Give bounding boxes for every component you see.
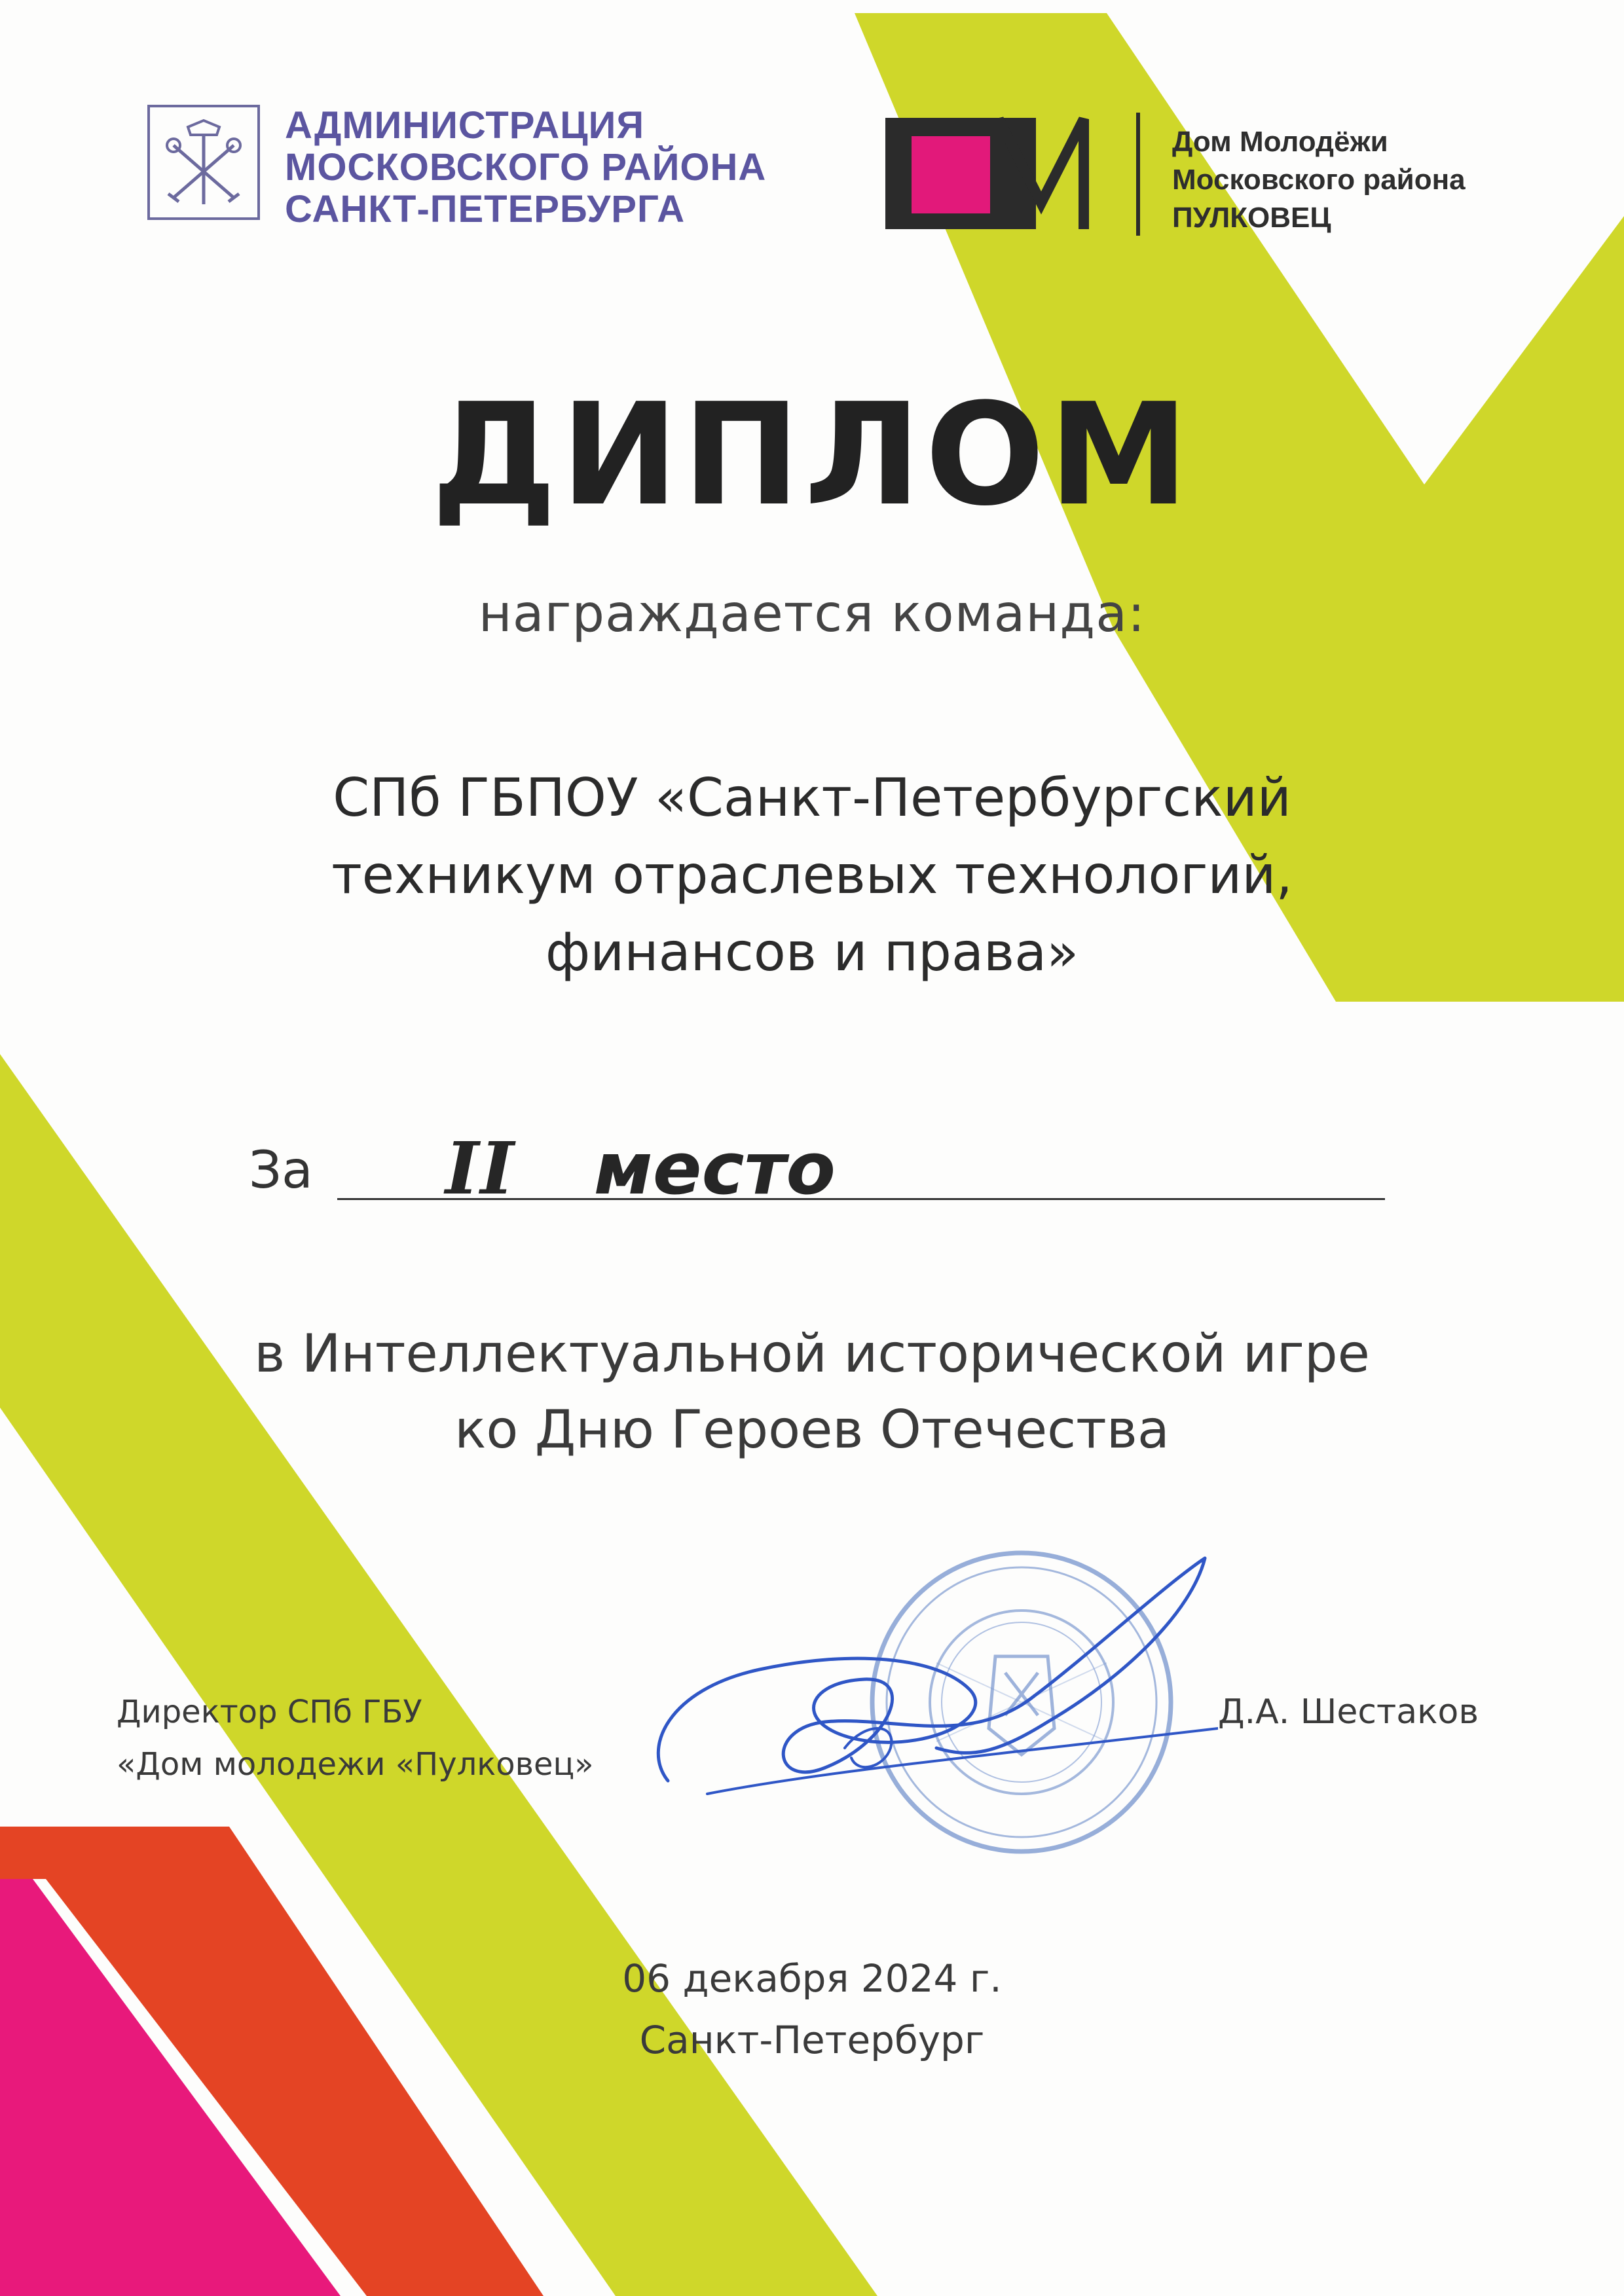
awarded-subtitle: награждается команда: xyxy=(478,585,1146,644)
dm-name-line: Московского района xyxy=(1172,164,1466,196)
signature-icon xyxy=(658,1558,1218,1794)
signer-name: Д.А. Шестаков xyxy=(1218,1692,1479,1732)
admin-name xyxy=(285,105,940,230)
coat-of-arms-icon xyxy=(147,105,260,220)
round-seal-icon xyxy=(872,1553,1171,1851)
signer-position-line: «Дом молодежи «Пулковец» xyxy=(117,1746,594,1783)
team-name xyxy=(0,759,1624,991)
admin-name-line: САНКТ-ПЕТЕРБУРГА xyxy=(285,188,686,230)
event-line: в Интеллектуальной исторической игре xyxy=(254,1323,1370,1384)
issue-place: Санкт-Петербург xyxy=(639,2018,985,2062)
award-place-word: место xyxy=(593,1127,836,1211)
admin-name-line: МОСКОВСКОГО РАЙОНА xyxy=(285,146,767,189)
team-name-line: техникум отраслевых технологий, xyxy=(331,845,1293,905)
event-description xyxy=(0,1316,1624,1468)
signer-position xyxy=(117,1686,706,1791)
diploma-title: ДИПЛОМ xyxy=(431,373,1193,537)
team-name-line: финансов и права» xyxy=(545,922,1079,983)
official-stamp xyxy=(629,1532,1218,1872)
team-name-line: СПб ГБПОУ «Санкт-Петербургский xyxy=(333,767,1291,828)
dm-name xyxy=(1172,123,1539,237)
issue-date-place xyxy=(0,1948,1624,2071)
award-place-number: II xyxy=(445,1126,515,1211)
dm-monogram-icon xyxy=(884,105,1159,242)
dm-name-line: ПУЛКОВЕЦ xyxy=(1172,202,1331,234)
award-line-row xyxy=(249,1126,1401,1218)
dm-name-line: Дом Молодёжи xyxy=(1172,126,1388,158)
admin-name-line: АДМИНИСТРАЦИЯ xyxy=(285,104,645,147)
signer-position-line: Директор СПб ГБУ xyxy=(117,1694,422,1730)
issue-date: 06 декабря 2024 г. xyxy=(622,1956,1002,2001)
award-prefix: За xyxy=(249,1141,313,1200)
event-line: ко Дню Героев Отечества xyxy=(454,1399,1170,1460)
award-place-handwritten xyxy=(445,1126,836,1211)
